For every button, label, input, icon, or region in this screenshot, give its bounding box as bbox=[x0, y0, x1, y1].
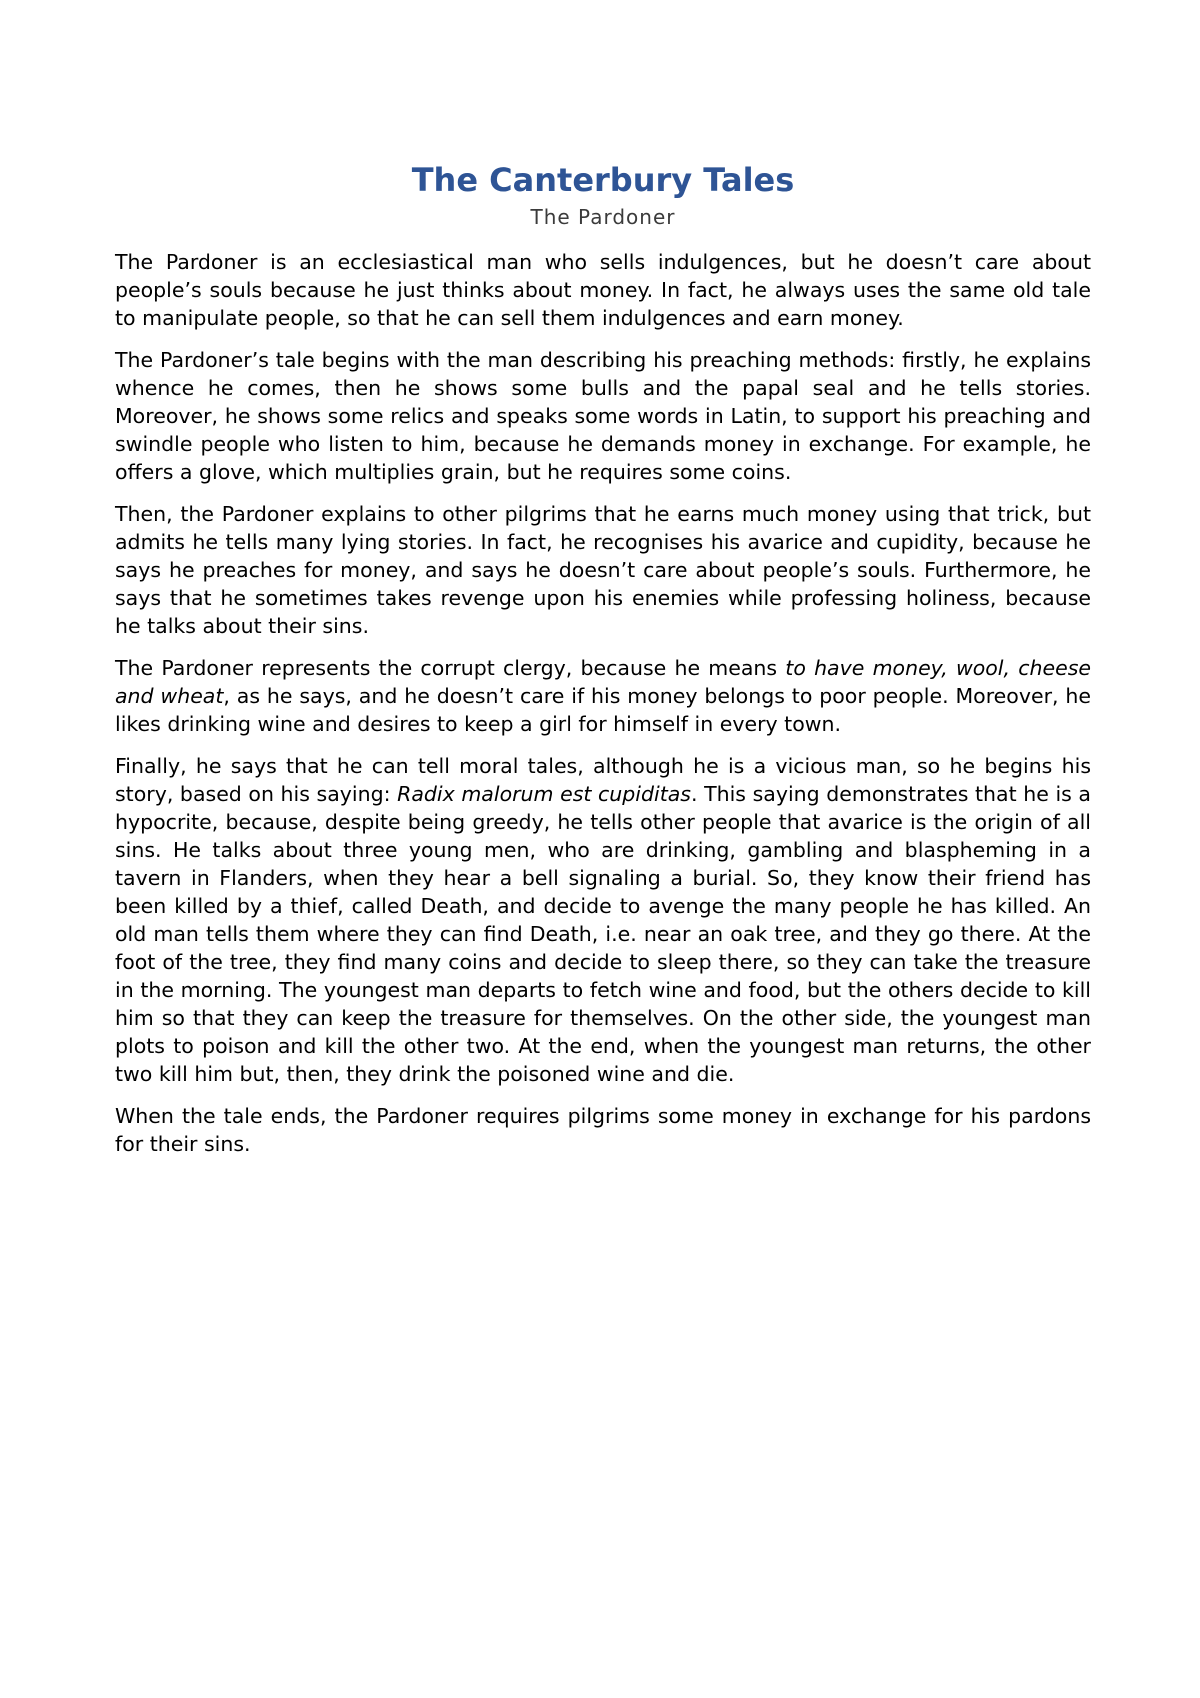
paragraph-4-text-before: The Pardoner represents the corrupt clergy, because he means bbox=[115, 656, 786, 680]
document-title: The Canterbury Tales bbox=[411, 161, 795, 199]
paragraph-5-text-before: Finally, he says that he can tell moral tales, although he is a vicious man, so he begins his story, based on his saying: bbox=[115, 754, 1091, 806]
paragraph-4-quote: to have money, wool, cheese and wheat bbox=[115, 656, 1091, 708]
paragraph-5-latin-saying: Radix malorum est cupiditas bbox=[397, 782, 691, 806]
document-body bbox=[115, 160, 1091, 1172]
paragraph-2: The Pardoner’s tale begins with the man describing his preaching methods: firstly, he explains whence he comes, then he shows some bulls and the papal seal and he tells stories. Moreover, he shows some relics and speaks some words in Latin, to support his preaching and swindle people who listen to him, because he demands money in exchange. For example, he offers a glove, which multiplies grain, but he requires some coins. bbox=[115, 348, 1091, 484]
paragraph-5 bbox=[115, 752, 1091, 1088]
document-subtitle: The Pardoner bbox=[530, 205, 676, 229]
paragraph-4 bbox=[115, 654, 1091, 738]
paragraph-3: Then, the Pardoner explains to other pilgrims that he earns much money using that trick, but admits he tells many lying stories. In fact, he recognises his avarice and cupidity, because he says he preaches for money, and says he doesn’t care about people’s souls. Furthermore, he says that he sometimes takes revenge upon his enemies while professing holiness, because he talks about their sins. bbox=[115, 502, 1091, 638]
paragraph-4-text-after: , as he says, and he doesn’t care if his money belongs to poor people. Moreover, he likes drinking wine and desires to keep a girl for himself in every town. bbox=[115, 684, 1091, 736]
paragraph-5-text-after: . This saying demonstrates that he is a hypocrite, because, despite being greedy, he tells other people that avarice is the origin of all sins. He talks about three young men, who are drinking, gambling and blaspheming in a tavern in Flanders, when they hear a bell signaling a burial. So, they know their friend has been killed by a thief, called Death, and decide to avenge the many people he has killed. An old man tells them where they can find Death, i.e. near an oak tree, and they go there. At the foot of the tree, they find many coins and decide to sleep there, so they can take the treasure in the morning. The youngest man departs to fetch wine and food, but the others decide to kill him so that they can keep the treasure for themselves. On the other side, the youngest man plots to poison and kill the other two. At the end, when the youngest man returns, the other two kill him but, then, they drink the poisoned wine and die. bbox=[115, 782, 1091, 1086]
paragraph-1: The Pardoner is an ecclesiastical man who sells indulgences, but he doesn’t care about people’s souls because he just thinks about money. In fact, he always uses the same old tale to manipulate people, so that he can sell them indulgences and earn money. bbox=[115, 250, 1091, 330]
paragraph-6: When the tale ends, the Pardoner requires pilgrims some money in exchange for his pardons for their sins. bbox=[115, 1104, 1091, 1156]
